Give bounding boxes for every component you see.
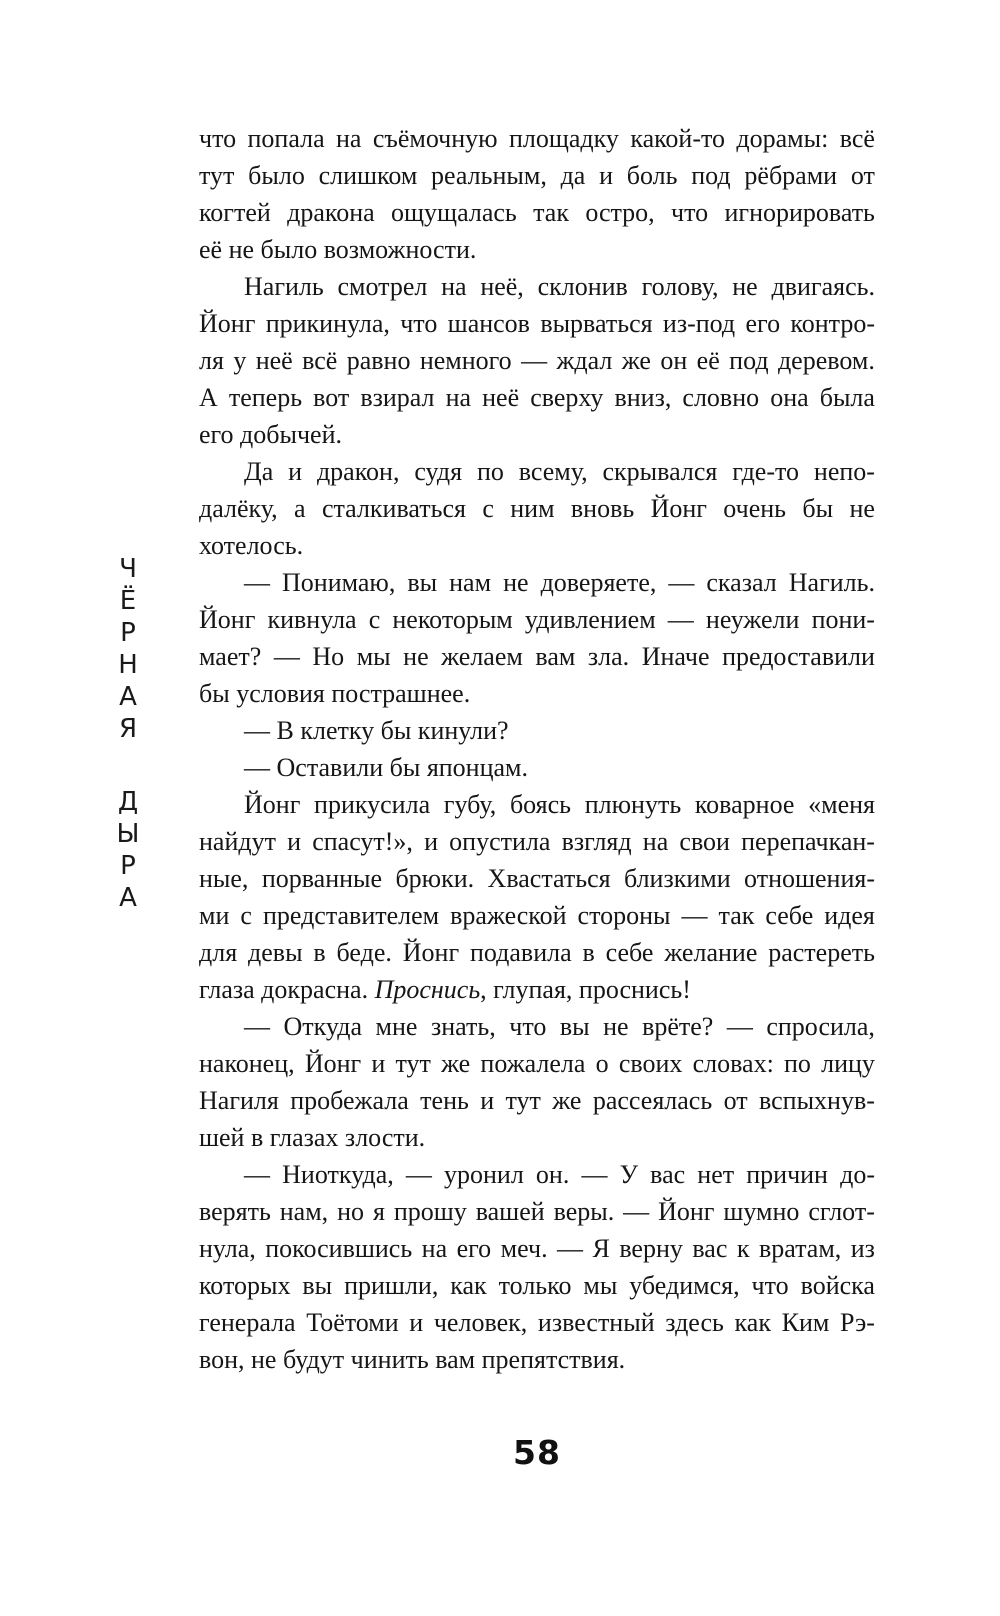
text-line: что попала на съёмочную площадку какой-то дорамы: всё	[199, 124, 875, 153]
text-line: нула, покосившись на его меч. — Я верну вас к вратам, из	[199, 1234, 875, 1263]
side-title-letter: Я	[118, 714, 138, 744]
side-title-word	[108, 786, 148, 914]
text-line: мает? — Но мы не желаем вам зла. Иначе предоставили	[199, 642, 875, 671]
text-line: верять нам, но я прошу вашей веры. — Йонг шумно сглот-	[199, 1197, 875, 1226]
text-line: наконец, Йонг и тут же пожалела о своих словах: по лицу	[199, 1049, 875, 1078]
side-title-letter: Р	[120, 851, 136, 881]
side-title-word	[108, 553, 148, 745]
side-title-letter: Р	[120, 618, 136, 648]
text-line: когтей дракона ощущалась так остро, что игнорировать	[199, 198, 875, 227]
text-line: генерала Тоётоми и человек, известный здесь как Ким Рэ-	[199, 1308, 875, 1337]
text-line: глаза докрасна. Проснись, глупая, проснись!	[199, 975, 691, 1004]
text-line: — Понимаю, вы нам не доверяете, — сказал Нагиль.	[244, 568, 875, 597]
book-side-title	[108, 553, 148, 914]
text-line: — В клетку бы кинули?	[244, 716, 509, 745]
text-line: бы условия пострашнее.	[199, 679, 471, 708]
text-line: хотелось.	[199, 531, 304, 560]
text-line: которых вы пришли, как только мы убедимся, что войска	[199, 1271, 875, 1300]
text-line: Йонг прикусила губу, боясь плюнуть коварное «меня	[244, 790, 875, 819]
side-title-letter: А	[119, 682, 137, 712]
text-line: для девы в беде. Йонг подавила в себе желание растереть	[199, 938, 875, 967]
text-line: ля у неё всё равно немного — ждал же он её под деревом.	[199, 346, 875, 375]
side-title-letter: А	[119, 883, 137, 913]
text-line: его добычей.	[199, 420, 343, 449]
text-line: найдут и спасут!», и опустила взгляд на свои перепачкан-	[199, 827, 875, 856]
side-title-letter: Ё	[119, 586, 137, 616]
text-line: А теперь вот взирал на неё сверху вниз, словно она была	[199, 383, 875, 412]
side-title-letter: Д	[117, 787, 139, 817]
page-number: 58	[513, 1433, 561, 1472]
text-line: Нагиля пробежала тень и тут же рассеялась от вспыхнув-	[199, 1086, 875, 1115]
text-line: тут было слишком реальным, да и боль под рёбрами от	[199, 161, 875, 190]
text-line: Да и дракон, судя по всему, скрывался где-то непо-	[244, 457, 875, 486]
text-line: далёку, а сталкиваться с ним вновь Йонг очень бы не	[199, 494, 875, 523]
text-line: — Оставили бы японцам.	[244, 753, 529, 782]
text-line: — Ниоткуда, — уронил он. — У вас нет причин до-	[244, 1160, 875, 1189]
text-line: ные, порванные брюки. Хвастаться близкими отношения-	[199, 864, 875, 893]
text-line: Нагиль смотрел на неё, склонив голову, не двигаясь.	[244, 272, 875, 301]
text-line: Йонг прикинула, что шансов вырваться из-под его контро-	[199, 309, 875, 338]
side-title-letter: Ы	[116, 819, 140, 849]
text-line: — Откуда мне знать, что вы не врёте? — спросила,	[244, 1012, 875, 1041]
text-line: её не было возможности.	[199, 235, 477, 264]
side-title-letter: Н	[118, 650, 138, 680]
side-title-letter: Ч	[119, 554, 137, 584]
text-block	[199, 120, 875, 1378]
text-line: Йонг кивнула с некоторым удивлением — неужели пони-	[199, 605, 875, 634]
text-line: шей в глазах злости.	[199, 1123, 426, 1152]
text-line: вон, не будут чинить вам препятствия.	[199, 1345, 626, 1374]
text-line: ми с представителем вражеской стороны — так себе идея	[199, 901, 875, 930]
